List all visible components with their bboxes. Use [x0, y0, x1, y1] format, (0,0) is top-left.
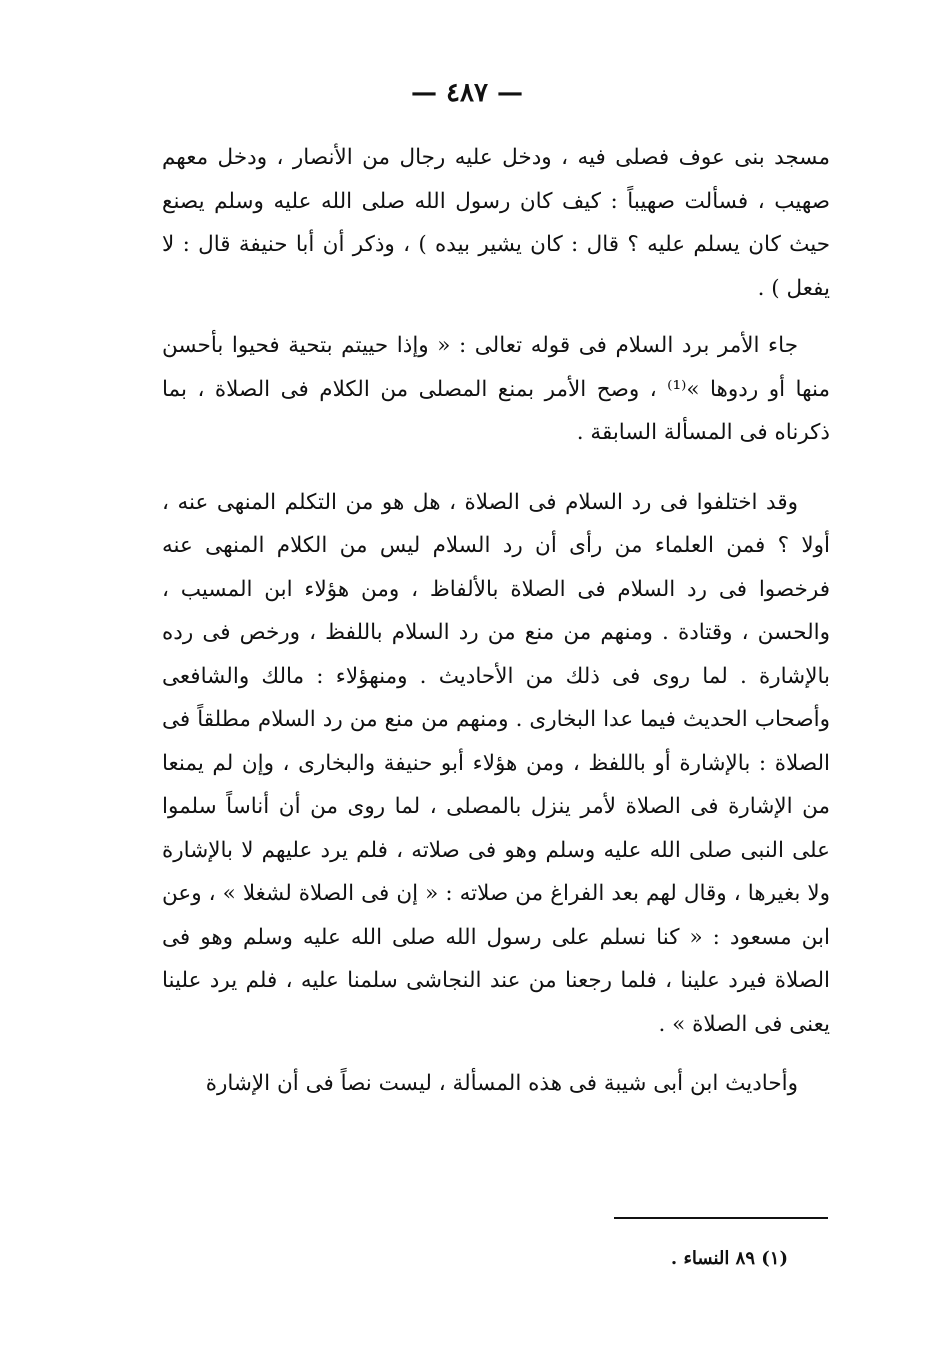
body-text [162, 136, 830, 1106]
paragraph-continuation: مسجد بنى عوف فصلى فيه ، ودخل عليه رجال من الأنصار ، ودخل معهم صهيب ، فسألت صهيباً : كيف كان رسول الله صلى الله عليه وسلم يصنع حيث كان يسلم عليه ؟ قال : كان يشير بيده ) ، وذكر أن أبا حنيفة قال : لا يفعل ) . [162, 145, 830, 301]
page-number: — ٤٨٧ — [410, 78, 524, 108]
paragraph-command-of-salam: جاء الأمر برد السلام فى قوله تعالى : « وإذا حييتم بتحية فحيوا بأحسن منها أو ردوها »⁽¹⁾ ، وصح الأمر بمنع المصلى من الكلام فى الصلاة ، بما ذكرناه فى المسألة السابقة . [162, 333, 830, 445]
footnote: (١) ٨٩ النساء . [670, 1248, 788, 1269]
paragraph-scholars-disagreement: وقد اختلفوا فى رد السلام فى الصلاة ، هل هو من التكلم المنهى عنه ، أولا ؟ فمن العلماء من رأى أن رد السلام ليس من الكلام المنهى عنه فرخصوا فى رد السلام فى الصلاة بالألفاظ ، ومن هؤلاء ابن المسيب ، والحسن ، وقتادة . ومنهم من منع من رد السلام باللفظ ، ورخص فى رده بالإشارة . لما روى فى ذلك من الأحاديث . ومنهؤلاء : مالك والشافعى وأصحاب الحديث فيما عدا البخارى . ومنهم من منع من رد السلام مطلقاً فى الصلاة : بالإشارة أو باللفظ ، ومن هؤلاء أبو حنيفة والبخارى ، وإن لم يمنعا من الإشارة فى الصلاة لأمر ينزل بالمصلى ، لما روى من أن أناساً سلموا على النبى صلى الله عليه وسلم وهو فى صلاته ، فلم يرد عليهم لا بالإشارة ولا بغيرها ، وقال لهم بعد الفراغ من صلاته : « إن فى الصلاة لشغلا » ، وعن ابن مسعود : « كنا نسلم على رسول الله صلى الله عليه وسلم وهو فى الصلاة فيرد علينا ، فلما رجعنا من عند النجاشى سلمنا عليه ، فلم يرد علينا يعنى فى الصلاة » . [162, 489, 830, 1037]
footnote-divider [614, 1217, 828, 1219]
paragraph-ibn-abi-shaybah: وأحاديث ابن أبى شيبة فى هذه المسألة ، ليست نصاً فى أن الإشارة [205, 1071, 798, 1096]
